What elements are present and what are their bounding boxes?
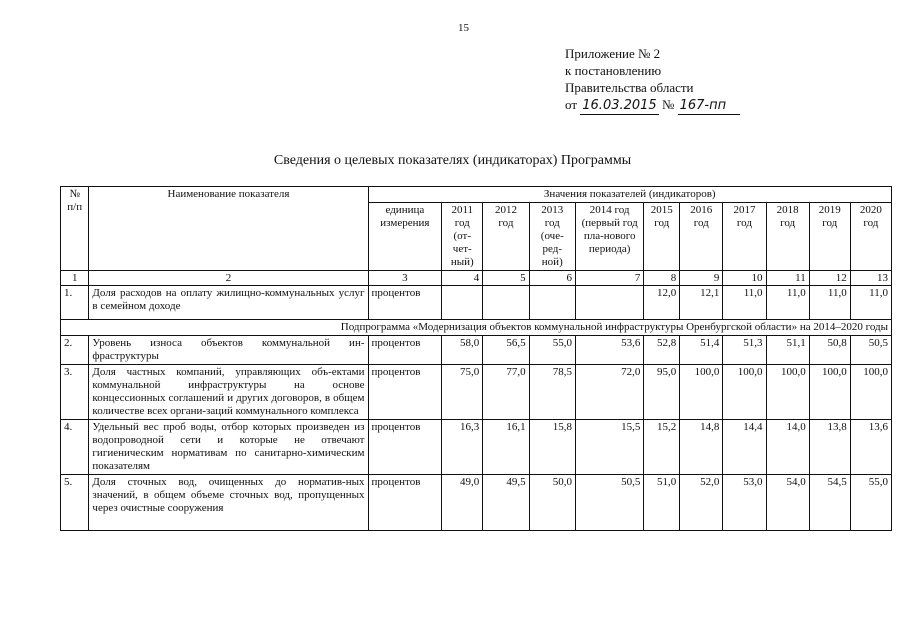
row-value: 55,0 (529, 336, 575, 365)
row-value: 78,5 (529, 365, 575, 420)
row-value: 11,0 (850, 286, 891, 320)
indicators-table (60, 186, 892, 531)
subprogram-row (61, 320, 892, 336)
column-number: 11 (766, 271, 809, 286)
row-value: 51,3 (723, 336, 766, 365)
header-year: 2013 год (оче-ред-ной) (529, 203, 575, 271)
document-title: Сведения о целевых показателях (индикаторах) Программы (273, 153, 632, 168)
column-number: 4 (442, 271, 483, 286)
row-value: 52,0 (680, 475, 723, 531)
header-unit: единица измерения (368, 203, 442, 271)
row-value: 16,1 (483, 420, 529, 475)
table-row (61, 420, 892, 475)
row-value: 51,0 (644, 475, 680, 531)
appendix-line-3: Правительства области (565, 80, 694, 95)
row-unit: процентов (368, 475, 442, 531)
row-value: 14,4 (723, 420, 766, 475)
row-value: 53,6 (575, 336, 643, 365)
column-number: 2 (89, 271, 368, 286)
row-value: 50,5 (850, 336, 891, 365)
row-value: 53,0 (723, 475, 766, 531)
row-value: 16,3 (442, 420, 483, 475)
row-value: 13,8 (809, 420, 850, 475)
column-number: 13 (850, 271, 891, 286)
header-row-1 (61, 187, 892, 203)
row-value: 11,0 (723, 286, 766, 320)
header-no: № п/п (61, 187, 89, 271)
row-value (442, 286, 483, 320)
row-value: 50,0 (529, 475, 575, 531)
column-number: 12 (809, 271, 850, 286)
row-value: 12,0 (644, 286, 680, 320)
column-number: 10 (723, 271, 766, 286)
row-value: 77,0 (483, 365, 529, 420)
row-value: 100,0 (680, 365, 723, 420)
row-value: 49,5 (483, 475, 529, 531)
header-year: 2012 год (483, 203, 529, 271)
row-name: Уровень износа объектов коммунальной ин-фраструктуры (89, 336, 368, 365)
row-value: 13,6 (850, 420, 891, 475)
row-value: 95,0 (644, 365, 680, 420)
row-no: 1. (61, 286, 89, 320)
row-name: Доля частных компаний, управляющих объ-ектами коммунальной инфраструктуры на основе концессионных соглашений и других договоров, в общем количестве всех органи-заций коммунального комплекса (89, 365, 368, 420)
row-value: 11,0 (809, 286, 850, 320)
column-number: 9 (680, 271, 723, 286)
header-year: 2017 год (723, 203, 766, 271)
appendix-date: 16.03.2015 (582, 98, 657, 113)
header-values: Значения показателей (индикаторов) (368, 187, 892, 203)
row-unit: процентов (368, 336, 442, 365)
column-number: 7 (575, 271, 643, 286)
appendix-number-label: № (661, 97, 675, 112)
row-value: 15,8 (529, 420, 575, 475)
row-no: 4. (61, 420, 89, 475)
row-value: 14,0 (766, 420, 809, 475)
row-value: 100,0 (850, 365, 891, 420)
row-unit: процентов (368, 365, 442, 420)
row-unit: процентов (368, 420, 442, 475)
row-value: 100,0 (723, 365, 766, 420)
row-value: 50,5 (575, 475, 643, 531)
row-value (575, 286, 643, 320)
row-no: 5. (61, 475, 89, 531)
page-number: 15 (458, 22, 469, 34)
row-value: 50,8 (809, 336, 850, 365)
appendix-number: 167-пп (678, 97, 740, 115)
appendix-from-label: от (565, 97, 578, 112)
header-year: 2014 год (первый год пла-нового периода) (575, 203, 643, 271)
row-name: Доля расходов на оплату жилищно-коммунальных услуг в семейном доходе (89, 286, 368, 320)
table-row (61, 365, 892, 420)
row-no: 2. (61, 336, 89, 365)
row-value: 100,0 (809, 365, 850, 420)
row-value: 55,0 (850, 475, 891, 531)
row-value: 75,0 (442, 365, 483, 420)
row-value (483, 286, 529, 320)
row-value: 52,8 (644, 336, 680, 365)
row-value: 15,2 (644, 420, 680, 475)
row-value: 15,5 (575, 420, 643, 475)
row-value: 51,1 (766, 336, 809, 365)
appendix-date-line (565, 96, 740, 115)
appendix-line-2: к постановлению (565, 63, 662, 78)
column-number: 6 (529, 271, 575, 286)
row-value: 12,1 (680, 286, 723, 320)
header-year: 2018 год (766, 203, 809, 271)
row-unit: процентов (368, 286, 442, 320)
row-value: 58,0 (442, 336, 483, 365)
row-name: Удельный вес проб воды, отбор которых произведен из водопроводной сети и которые не отвечают гигиеническим нормативам по санитарно-химическим показателям (89, 420, 368, 475)
row-value: 54,0 (766, 475, 809, 531)
header-year: 2015 год (644, 203, 680, 271)
column-number: 3 (368, 271, 442, 286)
column-number: 8 (644, 271, 680, 286)
column-numbers-row (61, 271, 892, 286)
header-year: 2011 год (от-чет-ный) (442, 203, 483, 271)
header-name: Наименование показателя (89, 187, 368, 271)
header-year: 2019 год (809, 203, 850, 271)
row-value: 11,0 (766, 286, 809, 320)
row-value: 14,8 (680, 420, 723, 475)
column-number: 5 (483, 271, 529, 286)
row-value: 100,0 (766, 365, 809, 420)
row-name: Доля сточных вод, очищенных до норматив-ных значений, в общем объеме сточных вод, пропущенных через очистные сооружения (89, 475, 368, 531)
row-no: 3. (61, 365, 89, 420)
table-row (61, 475, 892, 531)
column-number: 1 (61, 271, 89, 286)
appendix-block (565, 45, 740, 115)
row-value (529, 286, 575, 320)
subprogram-title: Подпрограмма «Модернизация объектов коммунальной инфраструктуры Оренбургской области» на 2014–2020 годы (61, 320, 892, 336)
row-value: 56,5 (483, 336, 529, 365)
table-row (61, 336, 892, 365)
appendix-line-1: Приложение № 2 (565, 46, 661, 61)
row-value: 54,5 (809, 475, 850, 531)
row-value: 72,0 (575, 365, 643, 420)
row-value: 49,0 (442, 475, 483, 531)
table-row (61, 286, 892, 320)
header-year: 2020 год (850, 203, 891, 271)
header-year: 2016 год (680, 203, 723, 271)
row-value: 51,4 (680, 336, 723, 365)
